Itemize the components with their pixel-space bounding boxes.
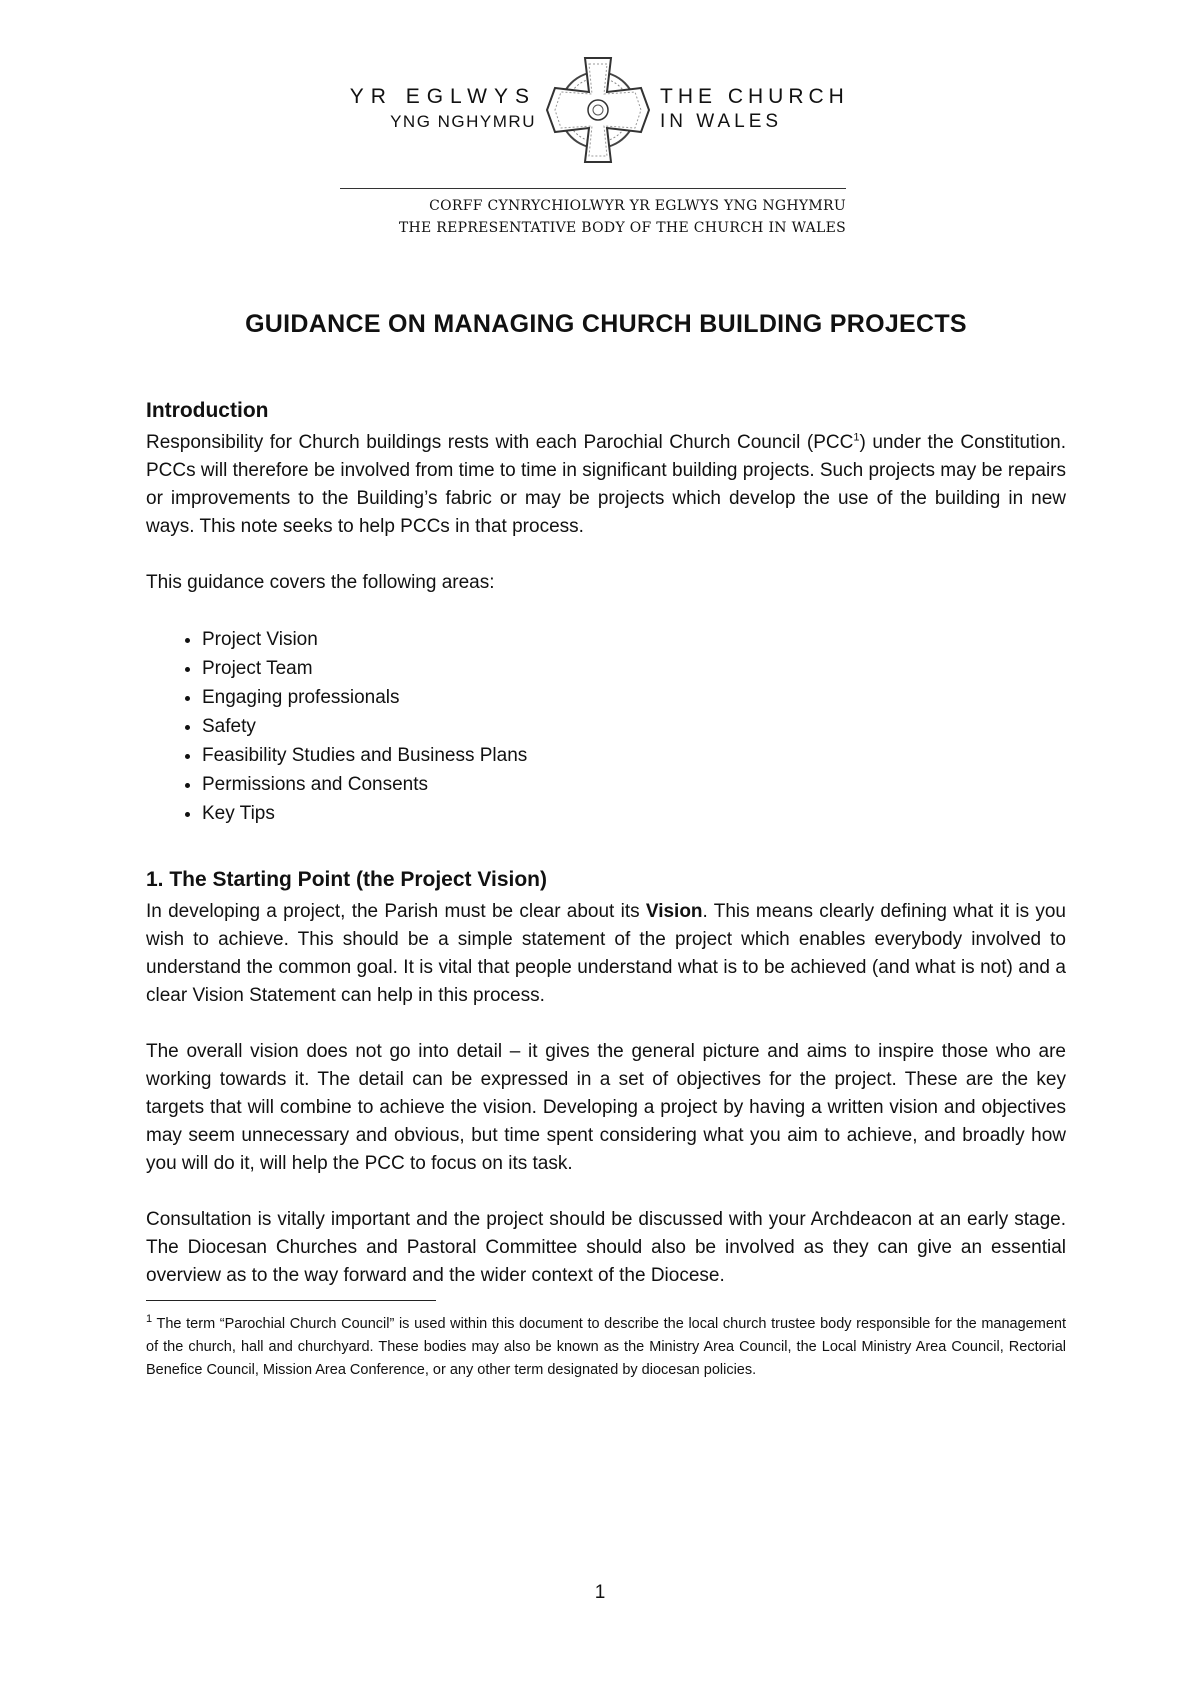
list-item: • Permissions and Consents xyxy=(202,770,1066,799)
guidance-areas-intro: This guidance covers the following areas: xyxy=(146,572,495,593)
section1-p1-part2: . This means clearly defining what it is you wish to achieve. This should be a simple statement of the project which enables everybody involved to understand the common goal. It is vital that people understand what is to be achieved (and what is not) and a clear Vision Statement can help in this process. xyxy=(146,901,1066,1006)
page-number: 1 xyxy=(594,1582,606,1603)
welsh-church-name xyxy=(346,84,536,134)
section1-paragraph2: The overall vision does not go into detail – it gives the general picture and aims to inspire those who are working towards it. The detail can be expressed in a set of objectives for the project. These are the key targets that will combine to achieve the vision. Developing a project by having a written vision and objectives may seem unnecessary and obvious, but time spent considering what you aim to achieve, and broadly how you will do it, will help the PCC to focus on its task. xyxy=(146,1041,1066,1174)
representative-body-welsh: CORFF CYNRYCHIOLWYR YR EGLWYS YNG NGHYMRU xyxy=(429,198,846,214)
introduction-paragraph xyxy=(146,429,1066,541)
section1-p1-part1: In developing a project, the Parish must be clear about its xyxy=(146,901,646,922)
english-church-name xyxy=(660,84,870,134)
welsh-name-line1: YR EGLWYS xyxy=(349,85,536,108)
guidance-areas-list xyxy=(146,625,1066,828)
document-title: GUIDANCE ON MANAGING CHURCH BUILDING PROJECTS xyxy=(245,310,967,338)
footnote-text: The term “Parochial Church Council” is used within this document to describe the local church trustee body responsible for the management of the church, hall and churchyard. These bodies may also be known as the Ministry Area Council, the Local Ministry Area Council, Rectorial Benefice Council, Mission Area Conference, or any other term designated by diocesan policies. xyxy=(146,1316,1066,1378)
list-item: • Feasibility Studies and Business Plans xyxy=(202,741,1066,770)
english-name-line2: IN WALES xyxy=(660,111,783,132)
section1-paragraph1 xyxy=(146,898,1066,1010)
list-item: • Engaging professionals xyxy=(202,683,1066,712)
footnote-reference: 1 xyxy=(853,431,860,444)
section1-heading: 1. The Starting Point (the Project Vision) xyxy=(146,868,547,891)
section1-paragraph3: Consultation is vitally important and the project should be discussed with your Archdeacon at an early stage. The Diocesan Churches and Pastoral Committee should also be involved as they can give an essential overview as to the way forward and the wider context of the Diocese. xyxy=(146,1209,1066,1286)
representative-body-english: THE REPRESENTATIVE BODY OF THE CHURCH IN WALES xyxy=(398,220,846,236)
header-divider xyxy=(340,188,846,189)
list-item: • Key Tips xyxy=(202,799,1066,828)
vision-emphasis: Vision xyxy=(645,901,703,922)
letterhead xyxy=(340,48,860,248)
document-body xyxy=(146,300,1066,1382)
introduction-heading: Introduction xyxy=(146,399,269,422)
footnote xyxy=(146,1313,1066,1382)
list-item: • Project Vision xyxy=(202,625,1066,654)
footnote-divider xyxy=(146,1300,436,1301)
english-name-line1: THE CHURCH xyxy=(660,85,849,108)
list-item: • Project Team xyxy=(202,654,1066,683)
intro-text-part2: ) under the Constitution. PCCs will therefore be involved from time to time in significant building projects. Such projects may be repairs or improvements to the Building’s fabric or may be projects which develop the use of the building in new ways. This note seeks to help PCCs in that process. xyxy=(146,432,1066,537)
welsh-name-line2: YNG NGHYMRU xyxy=(390,112,536,131)
intro-text-part1: Responsibility for Church buildings rests with each Parochial Church Council (PCC xyxy=(146,432,854,453)
footnote-marker: 1 xyxy=(146,1313,153,1326)
list-item: • Safety xyxy=(202,712,1066,741)
celtic-cross-icon xyxy=(543,54,653,166)
